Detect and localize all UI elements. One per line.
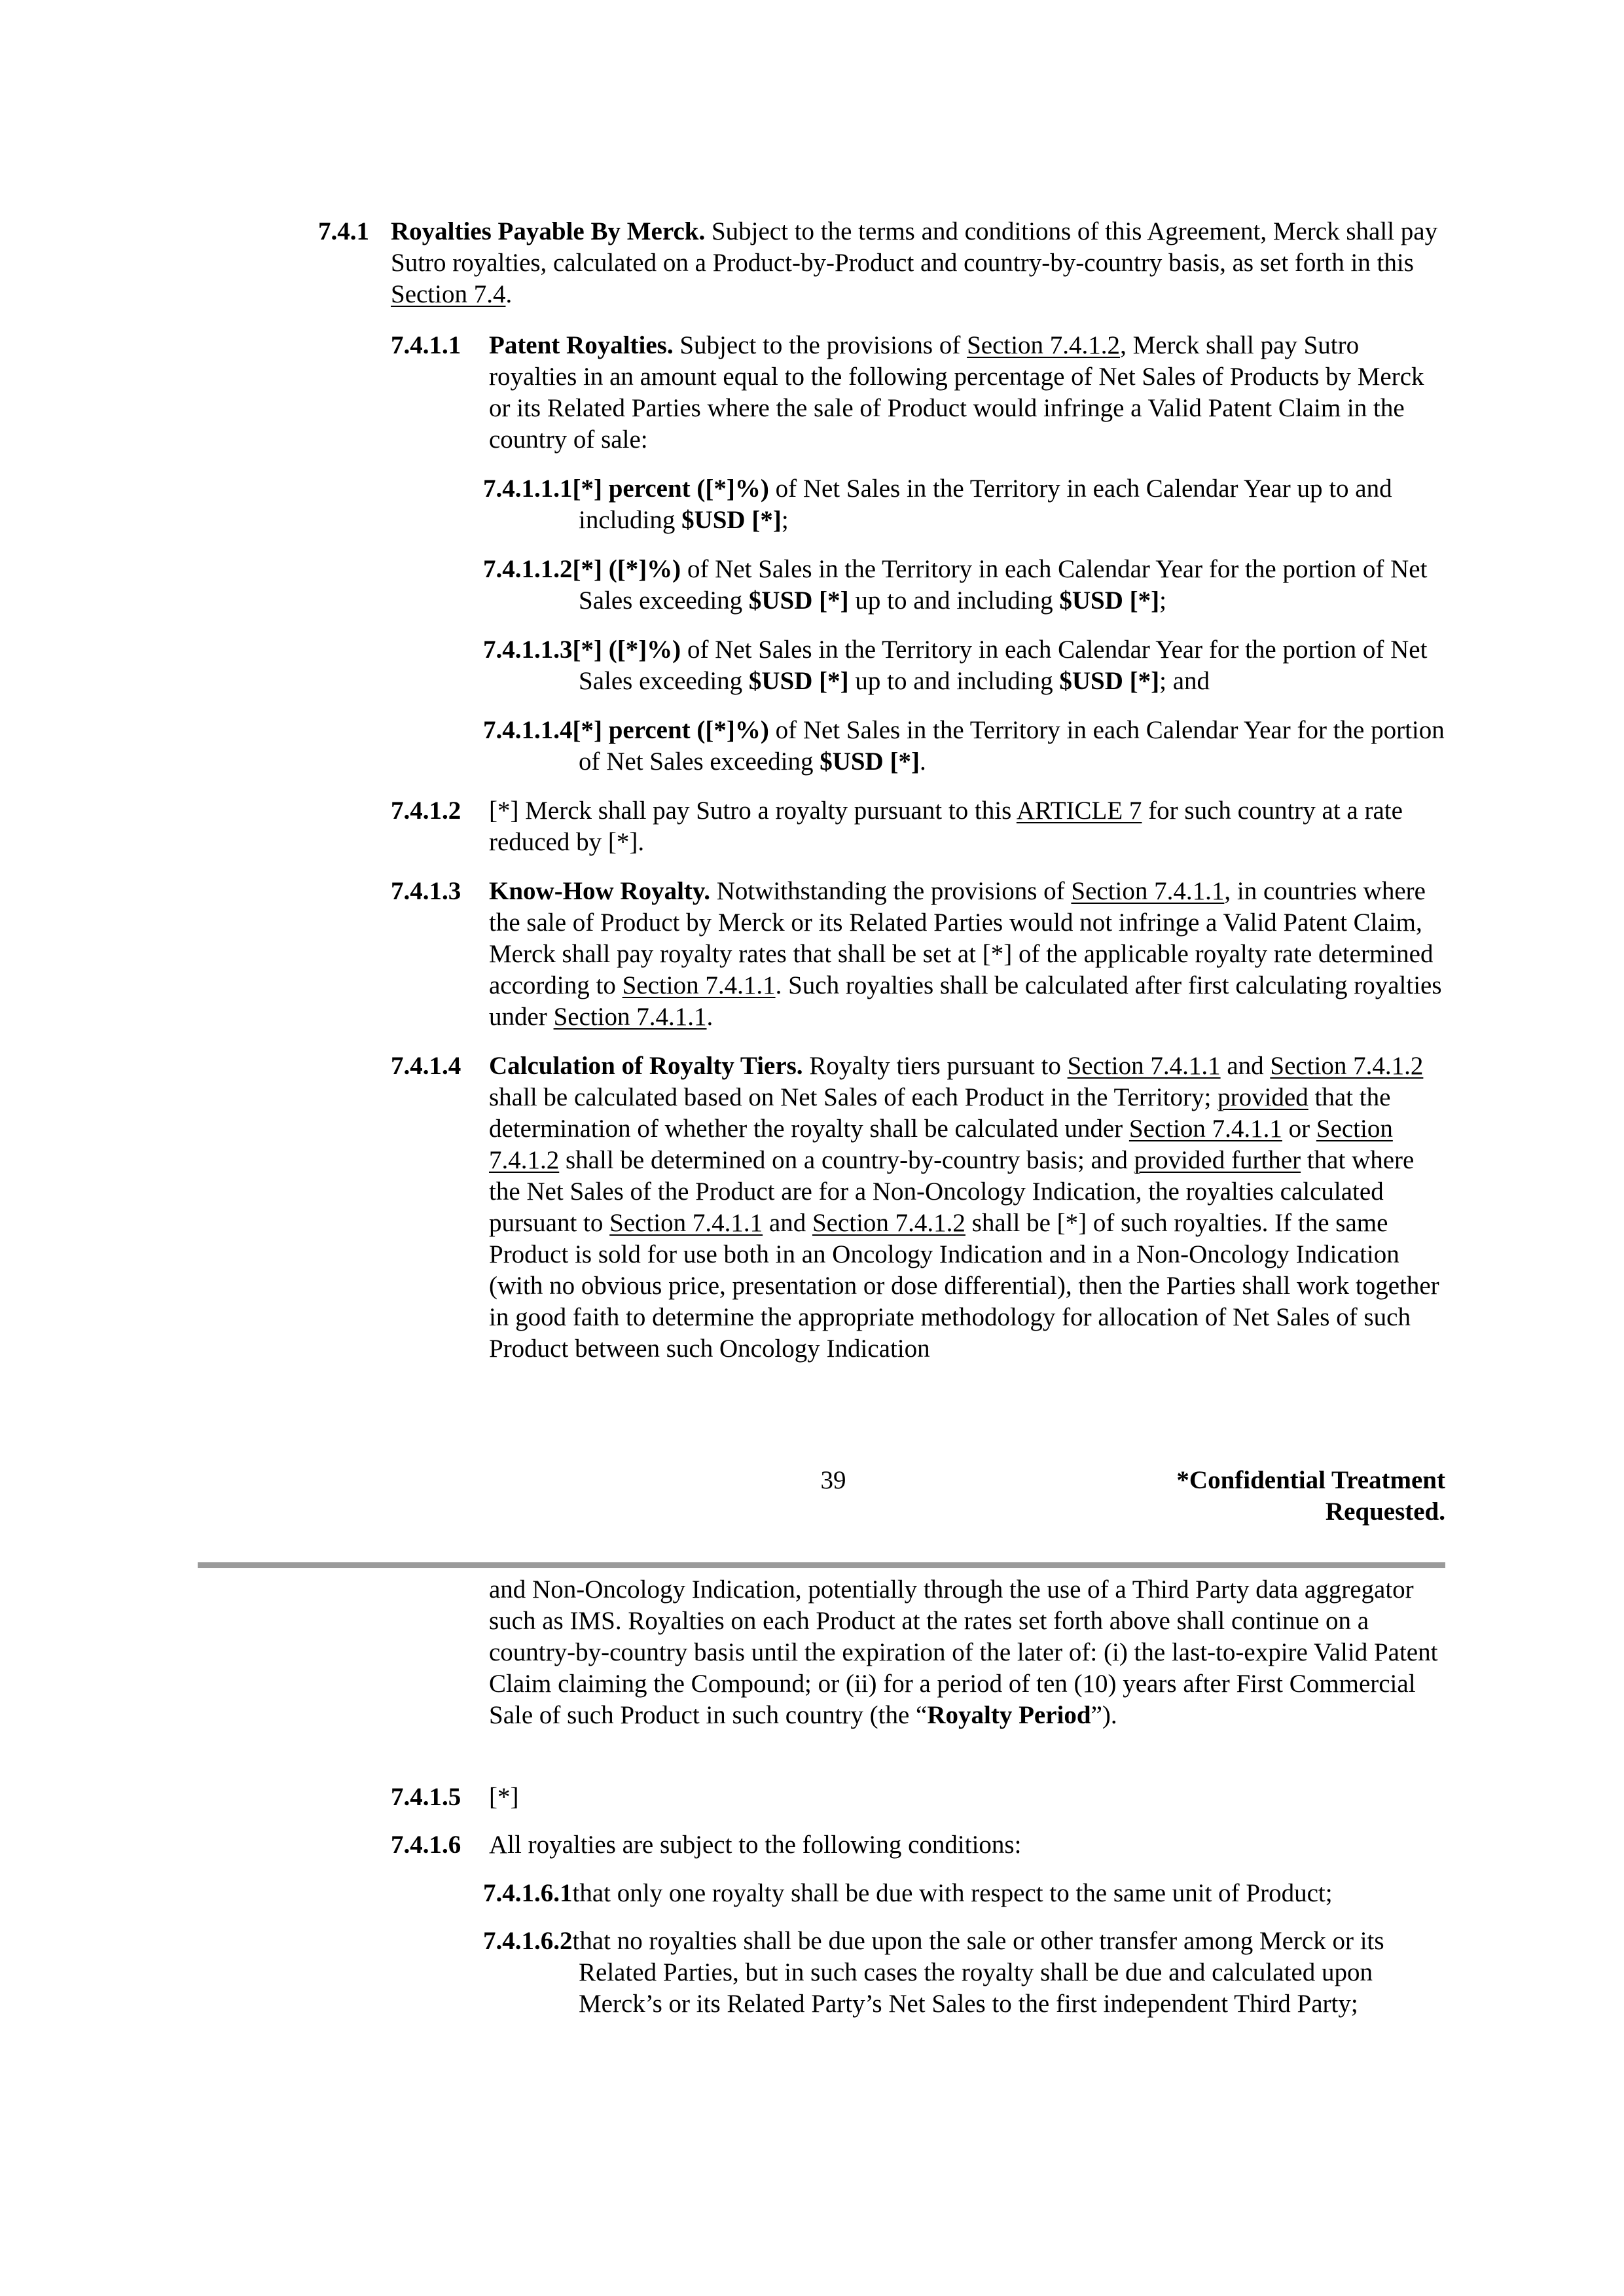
cross-reference-link[interactable]: Section 7.4.1.1: [1071, 877, 1225, 905]
section-number: 7.4.1.3: [391, 877, 461, 905]
section-text: 7.4.1.1.1[*] percent ([*]%) of Net Sales in the Territory in each Calendar Year up to and including $USD [*];: [483, 475, 1392, 534]
cross-reference-link[interactable]: Section 7.4.1.2: [967, 331, 1121, 359]
section-text: All royalties are subject to the following conditions:: [489, 1831, 1022, 1859]
section-text: 7.4.1.1.4[*] percent ([*]%) of Net Sales in the Territory in each Calendar Year for the portion of Net Sales exceeding $USD [*].: [483, 716, 1445, 776]
page-number: 39: [820, 1466, 846, 1494]
section-number: 7.4.1.6.2: [483, 1927, 573, 1955]
section-text: Calculation of Royalty Tiers. Royalty tiers pursuant to Section 7.4.1.1 and Section 7.4.1.2 shall be calculated based on Net Sales of each Product in the Territory; provided that the determination of whether the royalty shall be calculated under Section 7.4.1.1 or Section 7.4.1.2 shall be determined on a country-by-country basis; and provided further that where the Net Sales of the Product are for a Non-Oncology Indication, the royalties calculated pursuant to Section 7.4.1.1 and Section 7.4.1.2 shall be [*] of such royalties. If the same Product is sold for use both in an Oncology Indication and in a Non-Oncology Indication (with no obvious price, presentation or dose differential), then the Parties shall work together in good faith to determine the appropriate methodology for allocation of Net Sales of such Product between such Oncology Indication: [489, 1052, 1439, 1363]
section-7-4-1-6: [391, 1829, 1445, 1861]
section-7-4-1-1: [391, 330, 1445, 456]
confidential-line-2: Requested.: [1325, 1498, 1445, 1526]
section-number: 7.4.1.4: [391, 1052, 461, 1080]
confidential-notice: [1074, 1465, 1445, 1528]
section-number: 7.4.1.1.3: [483, 636, 573, 664]
section-text: 7.4.1.1.2[*] ([*]%) of Net Sales in the Territory in each Calendar Year for the portion of Net Sales exceeding $USD [*] up to and including $USD [*];: [483, 555, 1428, 615]
section-7-4-1-3: [391, 876, 1445, 1033]
defined-term: provided: [1218, 1083, 1308, 1111]
page-separator: [198, 1562, 1445, 1568]
section-7-4-1-1-3: [483, 634, 1445, 697]
section-number: 7.4.1.1.1: [483, 475, 573, 503]
section-text: Know-How Royalty. Notwithstanding the provisions of Section 7.4.1.1, in countries where the sale of Product by Merck or its Related Parties would not infringe a Valid Patent Claim, Merck shall pay royalty rates that shall be set at [*] of the applicable royalty rate determined according to Section 7.4.1.1. Such royalties shall be calculated after first calculating royalties under Section 7.4.1.1.: [489, 877, 1442, 1031]
cross-reference-link[interactable]: Section 7.4.1.1: [609, 1209, 763, 1237]
section-text: 7.4.1.6.2that no royalties shall be due upon the sale or other transfer among Merck or its Related Parties, but in such cases the royalty shall be due and calculated upon Merck’s or its Related Party’s Net Sales to the first independent Third Party;: [483, 1927, 1384, 2018]
section-7-4-1-1-1: [483, 473, 1445, 536]
section-text: and Non-Oncology Indication, potentially through the use of a Third Party data aggregator such as IMS. Royalties on each Product at the rates set forth above shall continue on a country-by-country basis until the expiration of the later of: (i) the last-to-expire Valid Patent Claim claiming the Compound; or (ii) for a period of ten (10) years after First Commercial Sale of such Product in such country (the “Royalty Period”).: [489, 1575, 1438, 1729]
section-7-4-1-5: [391, 1782, 1445, 1813]
defined-term: Royalty Period: [927, 1701, 1091, 1729]
section-heading: Calculation of Royalty Tiers.: [489, 1052, 803, 1080]
section-text: [*] Merck shall pay Sutro a royalty pursuant to this ARTICLE 7 for such country at a rate reduced by [*].: [489, 797, 1403, 856]
section-text: Patent Royalties. Subject to the provisions of Section 7.4.1.2, Merck shall pay Sutro royalties in an amount equal to the following percentage of Net Sales of Products by Merck or its Related Parties where the sale of Product would infringe a Valid Patent Claim in the country of sale:: [489, 331, 1424, 454]
cross-reference-link[interactable]: Section 7.4.1.1: [622, 971, 776, 999]
cross-reference-link[interactable]: Section 7.4.1.1: [553, 1003, 707, 1031]
section-7-4-1-4: [391, 1050, 1445, 1365]
section-heading: Patent Royalties.: [489, 331, 674, 359]
cross-reference-link[interactable]: Section 7.4.1.1: [1067, 1052, 1221, 1080]
confidential-line-1: *Confidential Treatment: [1176, 1466, 1445, 1494]
section-7-4-1-1-2: [483, 554, 1445, 617]
section-heading: Know-How Royalty.: [489, 877, 711, 905]
cross-reference-link[interactable]: ARTICLE 7: [1016, 797, 1142, 825]
cross-reference-link[interactable]: Section 7.4.1.2: [812, 1209, 965, 1237]
section-text: Royalties Payable By Merck. Subject to the terms and conditions of this Agreement, Merck shall pay Sutro royalties, calculated on a Product-by-Product and country-by-country basis, as set forth in this Section 7.4.: [391, 217, 1438, 308]
section-heading: Royalties Payable By Merck.: [391, 217, 706, 245]
section-7-4-1-1-4: [483, 715, 1445, 778]
cross-reference-link[interactable]: Section 7.4: [391, 280, 506, 308]
section-number: 7.4.1.1: [391, 331, 461, 359]
section-number: 7.4.1.1.4: [483, 716, 573, 744]
section-7-4-1-6-2: [483, 1926, 1445, 2020]
section-number: 7.4.1.6: [391, 1831, 461, 1859]
section-7-4-1: [318, 216, 1445, 310]
section-text: 7.4.1.1.3[*] ([*]%) of Net Sales in the Territory in each Calendar Year for the portion of Net Sales exceeding $USD [*] up to and including $USD [*]; and: [483, 636, 1428, 695]
section-number: 7.4.1.1.2: [483, 555, 573, 583]
section-number: 7.4.1.5: [391, 1783, 461, 1811]
section-number: 7.4.1.2: [391, 797, 461, 825]
section-number: 7.4.1: [318, 217, 369, 245]
defined-term: provided further: [1134, 1146, 1301, 1174]
section-number: 7.4.1.6.1: [483, 1879, 573, 1907]
section-text: 7.4.1.6.1that only one royalty shall be due with respect to the same unit of Product;: [483, 1879, 1333, 1907]
cross-reference-link[interactable]: Section 7.4.1.1: [1128, 1115, 1282, 1143]
section-text: [*]: [489, 1783, 519, 1811]
cross-reference-link[interactable]: Section 7.4.1.2: [1270, 1052, 1424, 1080]
section-7-4-1-4-continued: [489, 1574, 1445, 1731]
cross-reference-link[interactable]: Section 7.4.1.2: [489, 1115, 1393, 1174]
section-7-4-1-6-1: [483, 1878, 1445, 1909]
section-7-4-1-2: [391, 795, 1445, 858]
